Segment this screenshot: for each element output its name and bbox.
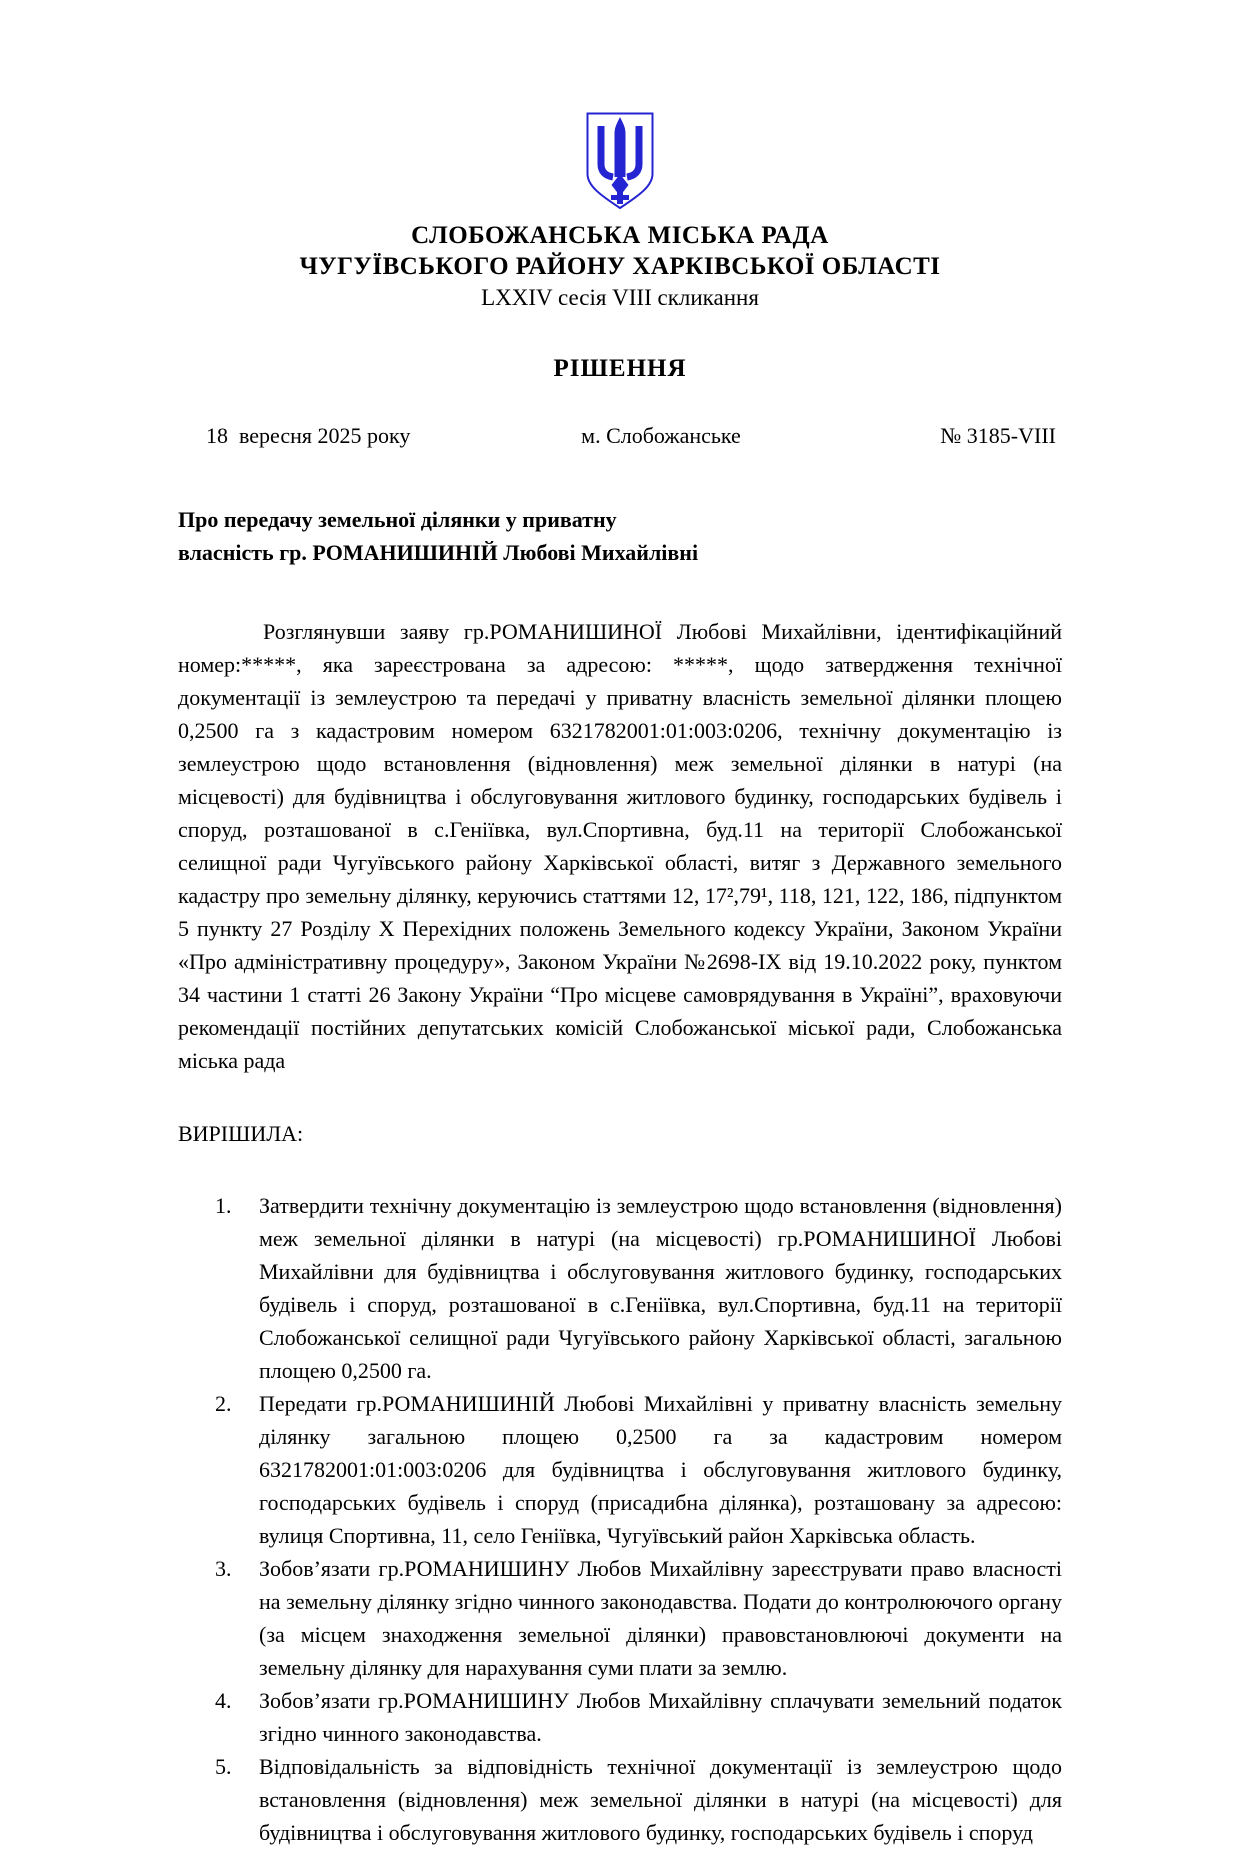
- document-type-title: РІШЕННЯ: [553, 355, 687, 382]
- ukraine-coat-of-arms: [586, 112, 654, 210]
- session-line: LXXIV сесія VIII скликання: [481, 285, 759, 310]
- meta-row: [178, 421, 1062, 451]
- resolution-item-1: Затвердити технічну документацію із землеустрою щодо встановлення (відновлення) меж земельної ділянки в натурі (на місцевості) гр.РОМАНИШИНОЇ Любові Михайлівни для будівництва і обслуговування житлового будинку, господарських будівель і споруд, розташованої в с.Геніївка, вул.Спортивна, буд.11 на території Слобожанської селищної ради Чугуївського району Харківської області, загальною площею 0,2500 га.: [259, 1193, 1062, 1383]
- trident-icon: [586, 112, 654, 210]
- subject-line1: Про передачу земельної ділянки у приватну: [178, 507, 617, 532]
- decision-number: № 3185-VIII: [940, 423, 1056, 448]
- org-name-line2: ЧУГУЇВСЬКОГО РАЙОНУ ХАРКІВСЬКОЇ ОБЛАСТІ: [299, 253, 941, 280]
- subject-block: [178, 503, 1062, 569]
- resolved-label: ВИРІШИЛА:: [178, 1121, 304, 1146]
- decision-place: м. Слобожанське: [581, 423, 741, 448]
- resolution-item-5: Відповідальність за відповідність технічної документації із землеустрою щодо встановлення (відновлення) меж земельної ділянки в натурі (на місцевості) для будівництва і обслуговування житлового будинку, господарських будівель і споруд: [259, 1754, 1062, 1845]
- document-header: [178, 112, 1062, 313]
- resolution-item-3: Зобов’язати гр.РОМАНИШИНУ Любов Михайлівну зареєструвати право власності на земельну ділянку згідно чинного законодавства. Подати до контролюючого органу (за місцем знаходження земельної ділянки) правовстановлюючі документи на земельну ділянку для нарахування суми плати за землю.: [259, 1556, 1062, 1680]
- subject-line2: власність гр. РОМАНИШИНІЙ Любові Михайлівні: [178, 540, 699, 565]
- resolution-item-4: Зобов’язати гр.РОМАНИШИНУ Любов Михайлівну сплачувати земельний податок згідно чинного законодавства.: [259, 1688, 1062, 1746]
- decision-date: 18 вересня 2025 року: [206, 423, 411, 448]
- resolution-list: [178, 1189, 1062, 1849]
- resolution-item-2: Передати гр.РОМАНИШИНІЙ Любові Михайлівні у приватну власність земельну ділянку загальною площею 0,2500 га за кадастровим номером 6321782001:01:003:0206 для будівництва і обслуговування житлового будинку, господарських будівель і споруд (присадибна ділянка), розташовану за адресою: вулиця Спортивна, 11, село Геніївка, Чугуївський район Харківська область.: [259, 1391, 1062, 1548]
- org-name-line1: СЛОБОЖАНСЬКА МІСЬКА РАДА: [411, 222, 829, 249]
- preamble-paragraph: Розглянувши заяву гр.РОМАНИШИНОЇ Любові Михайлівни, ідентифікаційний номер:*****, яка зареєстрована за адресою: *****, щодо затвердження технічної документації із землеустрою та передачі у приватну власність земельної ділянки площею 0,2500 га з кадастровим номером 6321782001:01:003:0206, технічну документацію із землеустрою щодо встановлення (відновлення) меж земельної ділянки в натурі (на місцевості) для будівництва і обслуговування житлового будинку, господарських будівель і споруд, розташованої в с.Геніївка, вул.Спортивна, буд.11 на території Слобожанської селищної ради Чугуївського району Харківської області, витяг з Державного земельного кадастру про земельну ділянку, керуючись статтями 12, 17²,79¹, 118, 121, 122, 186, підпунктом 5 пункту 27 Розділу X Перехідних положень Земельного кодексу України, Законом України «Про адміністративну процедуру», Законом України №2698-IX від 19.10.2022 року, пунктом 34 частини 1 статті 26 Закону України “Про місцеве самоврядування в Україні”, враховуючи рекомендації постійних депутатських комісій Слобожанської міської ради, Слобожанська міська рада: [178, 619, 1062, 1073]
